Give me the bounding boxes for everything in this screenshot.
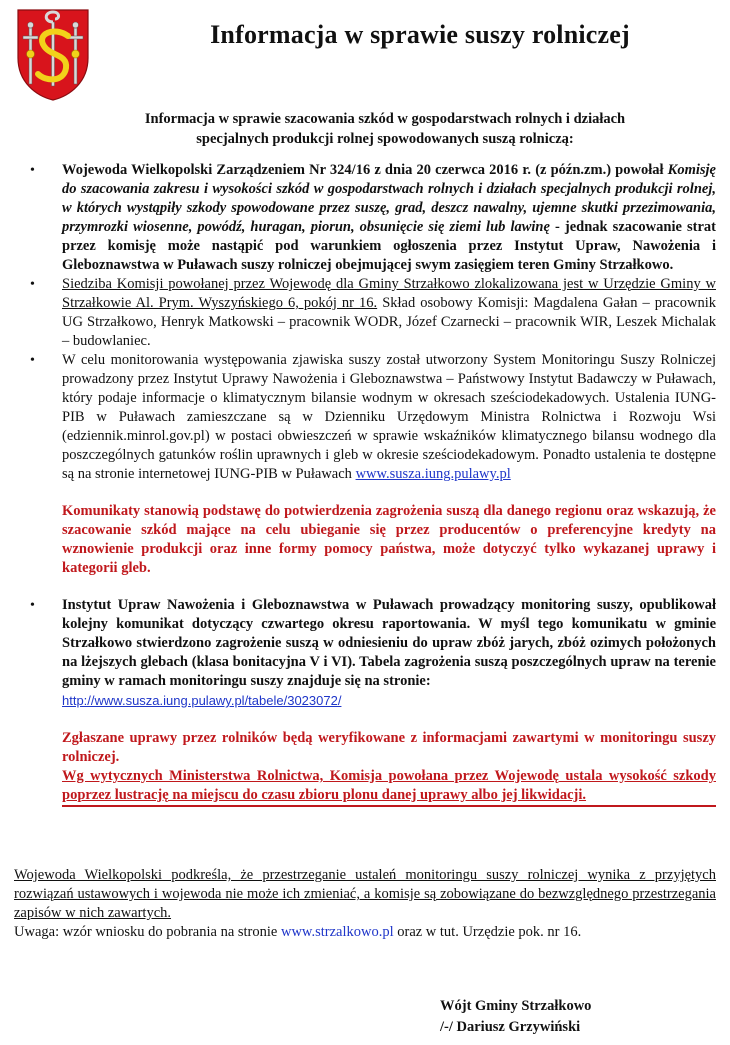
list-item [14,161,716,275]
item-4-text: Instytut Upraw Nawożenia i Gleboznawstwa w Puławach prowadzący monitoring suszy, opublikował kolejny komunikat dotyczący czwartego okresu raportowania. W myśl tego komunikatu w gminie Strzałkowo stwierdzono zagrożenie suszą w odniesieniu do upraw zbóż jarych, zbóż ozimych położonych na lżejszych glebach (klasa bonitacyjna V i VI). Tabela zagrożenia suszą poszczególnych upraw na terenie gminy w ramach monitoringu suszy znajduje się na stronie: [62,597,716,689]
signature-name: /-/ Dariusz Grzywiński [440,1019,581,1035]
item-1-condition: - jednak szacowanie strat przez komisję może nastąpić pod warunkiem ogłoszenia przez Instytut Upraw, Nawożenia i Gleboznawstwa w Puławach suszy rolniczej obejmującej swym zasięgiem teren Gminy Strzałkowo. [62,219,716,273]
item-3-text: W celu monitorowania występowania zjawiska suszy został utworzony System Monitoringu Suszy Rolniczej prowadzony przez Instytut Uprawy Nawożenia i Gleboznawstwa – Państwowy Instytut Badawczy w Puławach, który podaje informacje o klimatycznym bilansie wodnym w okresach sześciodekadowych. Ustalenia IUNG-PIB w Puławach zamieszczane są w Dzienniku Urzędowym Ministra Rolnictwa i Rozwoju Wsi (edziennik.minrol.gov.pl) w postaci obwieszczeń w sprawie wskaźników klimatycznego bilansu wodnego dla poszczególnych gatunków roślin uprawnych i gleb w okresie sześciodekadowym. Ponadto ustalenia te dostępne są na stronie internetowej IUNG-PIB w Puławach [62,352,716,482]
closing-note [14,923,716,942]
strzalkowo-link[interactable]: www.strzalkowo.pl [280,924,394,940]
bullet-icon: • [30,277,35,292]
item-4-guideline: Wg wytycznych Ministerstwa Rolnictwa, Komisja powołana przez Wojewodę ustala wysokość szkody poprzez lustrację na miejscu do czasu zbioru plonu danej uprawy albo jej likwidacji. [62,767,716,807]
item-2-location: Siedziba Komisji powołanej przez Wojewodę dla Gminy Strzałkowo zlokalizowana jest w Urzędzie Gminy w Strzałkowie Al. Prym. Wyszyńskiego 6, pokój nr 16. [62,276,716,311]
note-text-before: Uwaga: wzór wniosku do pobrania na stronie [14,924,281,940]
subtitle-line-2: specjalnych produkcji rolnej spowodowanych suszą rolniczą: [196,131,574,147]
item-3-notice: Komunikaty stanowią podstawę do potwierdzenia zagrożenia suszą dla danego regionu oraz wskazują, że szacowanie szkód mające na celu ubieganie się przez producentów o preferencyjne kredyty na wznowienie produkcji oraz inne formy pomocy państwa, może dotyczyć tylko wykazanej uprawy i kategorii gleb. [62,503,716,576]
signature-title: Wójt Gminy Strzałkowo [440,998,592,1014]
note-text-after: oraz w tut. Urzędzie pok. nr 16. [393,924,582,940]
page-title: Informacja w sprawie suszy rolniczej [210,20,630,49]
bullet-icon: • [30,598,35,613]
bullet-icon: • [30,163,35,178]
item-1-commission-scope: Komisję do szacowania zakresu i wysokości szkód w gospodarstwach rolnych i działach specjalnych produkcji rolnej, w których wystąpiły szkody spowodowane przez suszę, grad, deszcz nawalny, ujemne skutki przezimowania, przymrozki wiosenne, powódź, huragan, piorun, obsunięcie się ziemi lub lawinę [62,162,716,235]
item-4-notice: Zgłaszane uprawy przez rolników będą weryfikowane z informacjami zawartymi w monitoringu suszy rolniczej. [62,730,716,765]
coat-of-arms-icon [14,6,92,102]
bullet-list [14,161,716,807]
list-item [14,275,716,351]
list-item [14,596,716,807]
subtitle [60,109,710,149]
susza-link[interactable]: www.susza.iung.pulawy.pl [355,466,511,482]
signature [440,996,640,1038]
table-link[interactable]: http://www.susza.iung.pulawy.pl/tabele/3023072/ [62,693,342,708]
bullet-icon: • [30,353,35,368]
subtitle-line-1: Informacja w sprawie szacowania szkód w gospodarstwach rolnych i działach [144,111,626,127]
closing-section [14,866,716,942]
closing-statement: Wojewoda Wielkopolski podkreśla, że przestrzeganie ustaleń monitoringu suszy rolniczej wynika z przyjętych rozwiązań ustawowych i wojewoda nie może ich zmieniać, a komisje są zobowiązane do bezwzględnego przestrzegania zapisów w nich zawartych. [14,867,716,921]
list-item [14,351,716,578]
item-2-members: Skład osobowy Komisji: Magdalena Gałan – pracownik UG Strzałkowo, Henryk Matkowski – pracownik WODR, Józef Czarnecki – pracownik WIR, Leszek Michalak – budowlaniec. [62,295,716,349]
item-1-intro: Wojewoda Wielkopolski Zarządzeniem Nr 324/16 z dnia 20 czerwca 2016 r. (z późn.zm.) powołał [62,162,668,178]
